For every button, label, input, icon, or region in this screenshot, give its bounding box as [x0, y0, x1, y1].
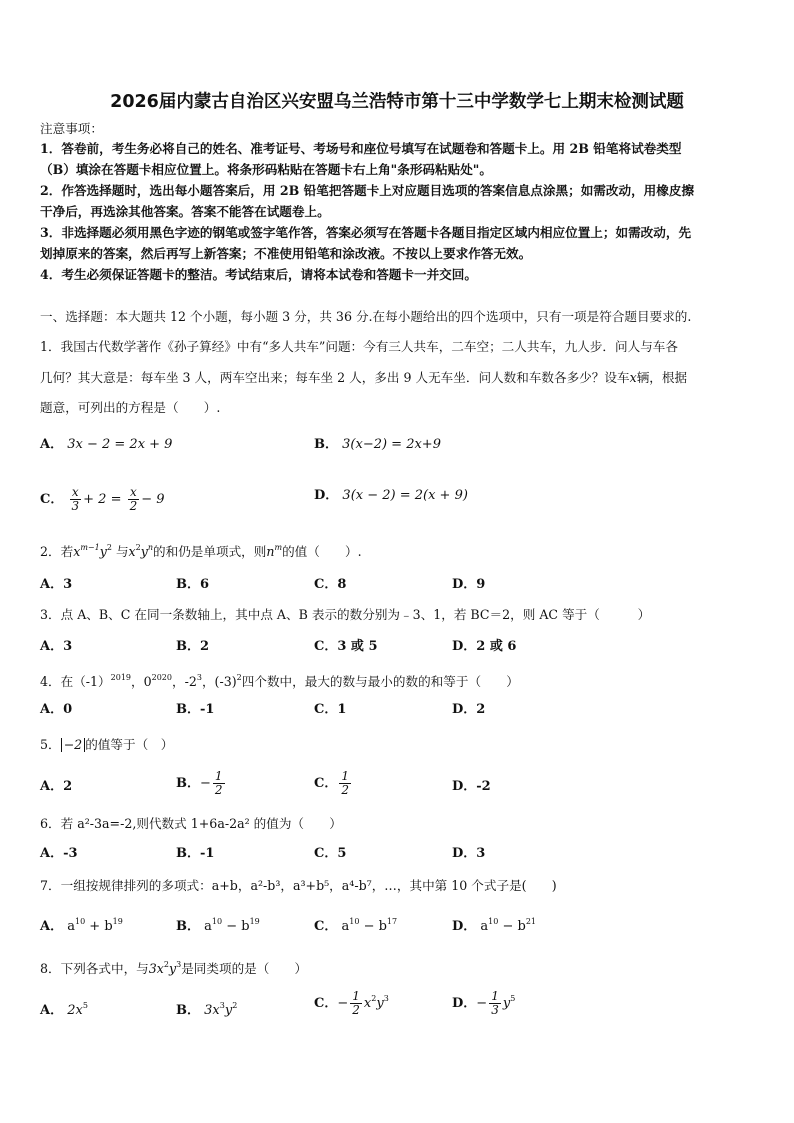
q3-option-d: D．2 或 6	[452, 639, 517, 654]
q6-option-d: D．3	[452, 846, 486, 861]
q7-stem: 7．一组按规律排列的多项式：a+b，a²-b³，a³+b⁵，a⁴-b⁷，…，其中第 10 个式子是( )	[40, 878, 557, 893]
q4-option-d: D．2	[452, 702, 486, 717]
notice-line-1: 1．答卷前，考生务必将自己的姓名、准考证号、考场号和座位号填写在试题卷和答题卡上。用 2B 铅笔将试卷类型	[40, 141, 682, 156]
q1-line-3: 题意，可列出的方程是（ ）.	[40, 400, 221, 415]
q8-option-d: D．− $\frac{1}{3}$ $y^5$	[452, 989, 516, 1017]
notice-line-7: 4．考生必须保证答题卡的整洁。考试结束后，请将本试卷和答题卡一并交回。	[40, 267, 477, 282]
q7-option-a: A． $a^{10} + b^{19}$	[40, 917, 123, 934]
page-title: 2026届内蒙古自治区兴安盟乌兰浩特市第十三中学数学七上期末检测试题	[110, 92, 684, 112]
q1-option-a: A． 3x − 2 = 2x + 9	[40, 437, 173, 452]
q2-option-c: C．8	[314, 577, 347, 592]
q1-option-d: D． 3(x − 2) = 2(x + 9)	[314, 488, 468, 503]
notice-heading: 注意事项：	[40, 121, 103, 136]
q4-option-c: C．1	[314, 702, 347, 717]
q3-option-c: C．3 或 5	[314, 639, 378, 654]
section-heading: 一、选择题：本大题共 12 个小题，每小题 3 分，共 36 分.在每小题给出的四个选项中，只有一项是符合题目要求的.	[40, 309, 692, 324]
q1-line-2: 几何？其大意是：每车坐 3 人，两车空出来；每车坐 2 人，多出 9 人无车坐．问人数和车数各多少？设车x辆，根据	[40, 370, 688, 385]
q1-option-b: B． 3(x−2) = 2x+9	[314, 437, 441, 452]
q3-option-a: A．3	[40, 639, 73, 654]
q1-option-c: C． $\frac{x}{3}$ + 2 = $\frac{x}{2}$ − 9	[40, 485, 165, 513]
q2-option-d: D．9	[452, 577, 486, 592]
q8-option-a: A． $2x^5$	[40, 1001, 88, 1018]
q6-stem: 6．若 a²-3a=-2,则代数式 1+6a-2a² 的值为（ ）	[40, 816, 342, 831]
q5-option-a: A．2	[40, 779, 73, 794]
q4-stem: 4．在$(-1)^{2019}$，$0^{2020}$，$-2^3$，$(-3)^2$四个数中，最大的数与最小的数的和等于（ ）	[40, 673, 519, 689]
q5-option-d: D．-2	[452, 779, 491, 794]
q1-line-1: 1．我国古代数学著作《孙子算经》中有“多人共车”问题：今有三人共车，二车空；二人共车，九人步．问人与车各	[40, 339, 678, 354]
q4-option-a: A．0	[40, 702, 73, 717]
q4-option-b: B．-1	[176, 702, 215, 717]
q8-option-b: B． $3x^3y^2$	[176, 1001, 238, 1018]
notice-line-6: 划掉原来的答案，然后再写上新答案；不准使用铅笔和涂改液。不按以上要求作答无效。	[40, 246, 532, 261]
notice-line-5: 3．非选择题必须用黑色字迹的钢笔或签字笔作答，答案必须写在答题卡各题目指定区域内相应位置上；如需改动，先	[40, 225, 692, 240]
q6-option-c: C．5	[314, 846, 347, 861]
q6-option-a: A．-3	[40, 846, 78, 861]
notice-line-3: 2．作答选择题时，选出每小题答案后，用 2B 铅笔把答题卡上对应题目选项的答案信息点涂黑；如需改动，用橡皮擦	[40, 183, 695, 198]
q1-var: x	[629, 370, 637, 385]
q3-option-b: B．2	[176, 639, 210, 654]
q8-stem: 8．下列各式中，与$3x^2y^3$是同类项的是（ ）	[40, 960, 308, 976]
notice-line-4: 干净后，再选涂其他答案。答案不能答在试题卷上。	[40, 204, 330, 219]
q7-option-c: C． $a^{10} - b^{17}$	[314, 917, 398, 934]
q2-option-b: B．6	[176, 577, 210, 592]
q7-option-b: B． $a^{10} - b^{19}$	[176, 917, 260, 934]
notice-line-2: （B）填涂在答题卡相应位置上。将条形码粘贴在答题卡右上角"条形码粘贴处"。	[40, 162, 492, 177]
q2-option-a: A．3	[40, 577, 73, 592]
q6-option-b: B．-1	[176, 846, 215, 861]
q5-option-c: C． $\frac{1}{2}$	[314, 769, 349, 797]
q5-option-b: B．− $\frac{1}{2}$	[176, 769, 223, 797]
q8-option-c: C．− $\frac{1}{2}$ $x^2y^3$	[314, 989, 389, 1017]
q5-stem: 5． −2 的值等于（ ）	[40, 737, 174, 752]
q3-stem: 3．点 A、B、C 在同一条数轴上，其中点 A、B 表示的数分别为﹣3、1，若 BC＝2，则 AC 等于（ ）	[40, 607, 651, 622]
q2-stem: 2．若$x^{m-1}y^2$ 与$x^2y^n$的和仍是单项式，则$n^m$的值（ ）.	[40, 543, 362, 559]
abs-value: −2	[61, 738, 86, 752]
q7-option-d: D． $a^{10} - b^{21}$	[452, 917, 537, 934]
